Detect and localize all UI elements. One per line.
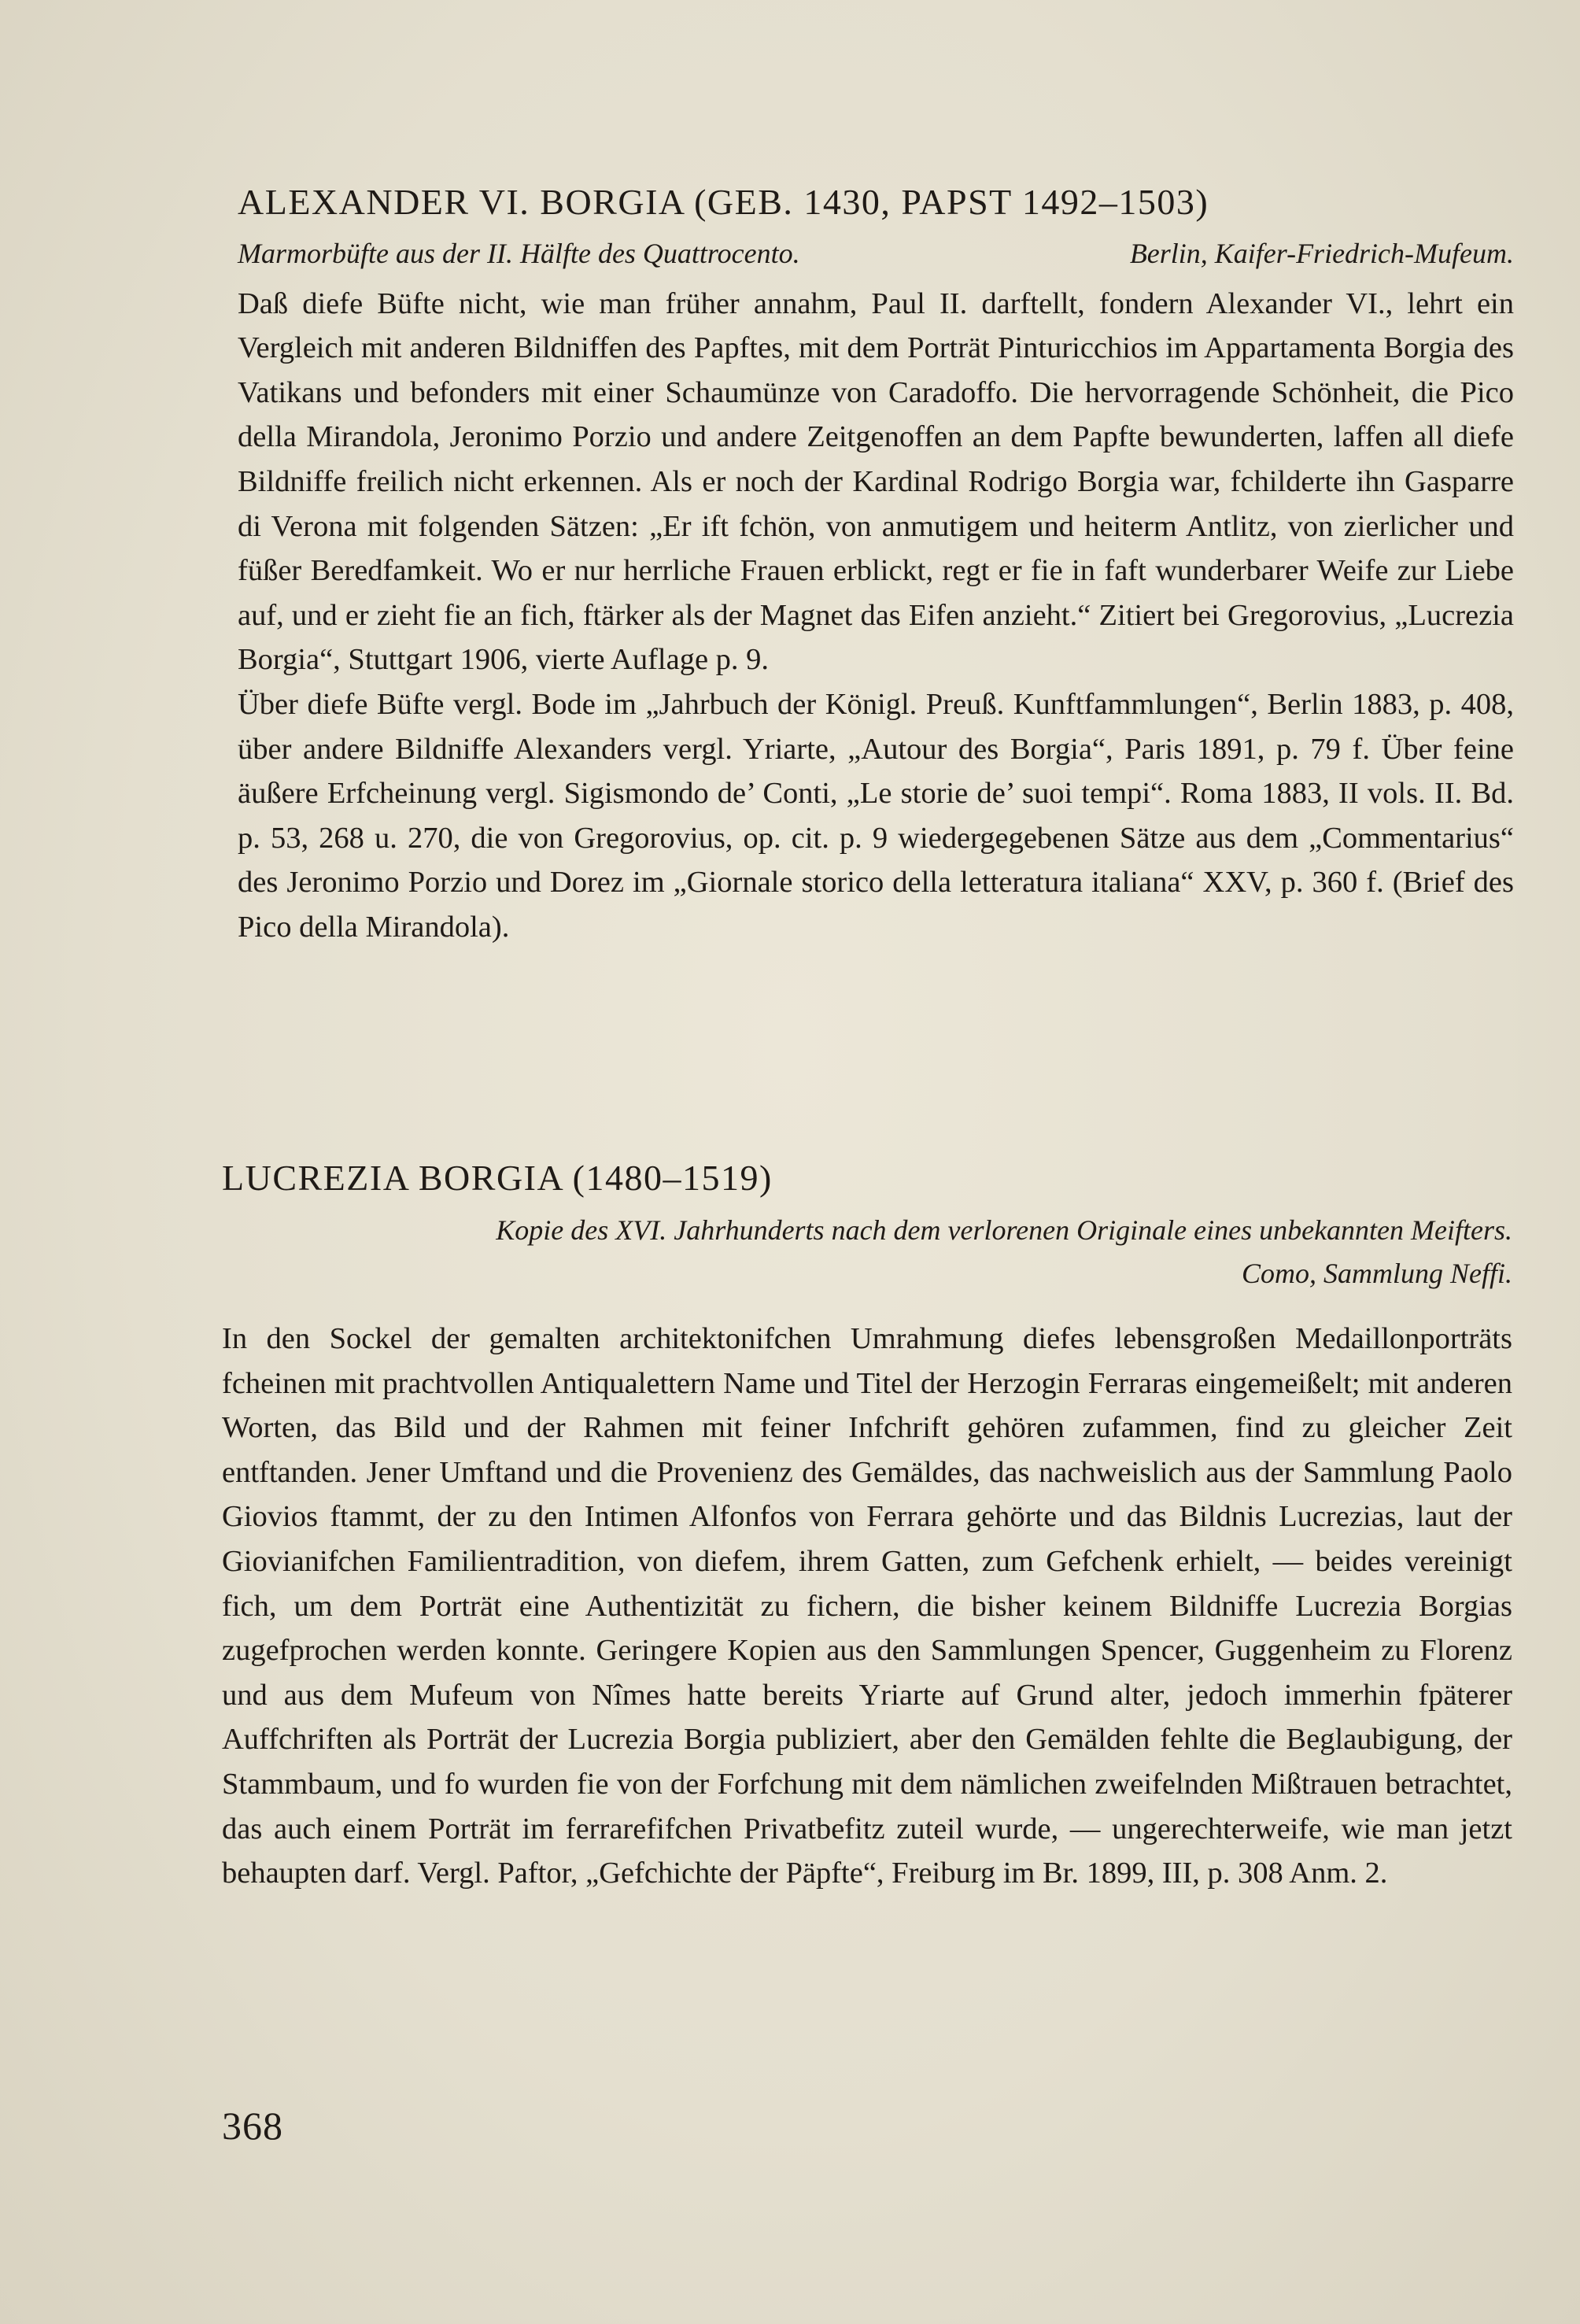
artwork-description: Kopie des XVI. Jahrhunderts nach dem verlorenen Originale eines unbekannten Meifters. (496, 1214, 1512, 1246)
artwork-description: Marmorbüfte aus der II. Hälfte des Quattrocento. (238, 237, 800, 269)
body-paragraph: Daß diefe Büfte nicht, wie man früher annahm, Paul II. darftellt, fondern Alexander VI., lehrt ein Vergleich mit anderen Bildniffen des Papftes, mit dem Porträt Pinturicchios im Appartamenta Borgia des Vatikans und befonders mit einer Schaumünze von Caradoffo. Die hervorragende Schönheit, die Pico della Mirandola, Jeronimo Porzio und andere Zeitgenoffen an dem Papfte bewunderten, laffen all diefe Bildniffe freilich nicht erkennen. Als er noch der Kardinal Rodrigo Borgia war, fchilderte ihn Gasparre di Verona mit folgenden Sätzen: „Er ift fchön, von anmutigem und heiterm Antlitz, von zierlicher und füßer Beredfamkeit. Wo er nur herrliche Frauen erblickt, regt er fie in faft wunderbarer Weife zur Liebe auf, und er zieht fie an fich, ftärker als der Magnet das Eifen anzieht.“ Zitiert bei Gregorovius, „Lucrezia Borgia“, Stuttgart 1906, vierte Auflage p. 9. (238, 286, 1514, 677)
page-number: 368 (222, 2104, 283, 2148)
entry-subtitle (238, 233, 1514, 274)
entry-lucrezia-borgia (222, 1155, 1512, 1896)
reference-paragraph: Über diefe Büfte vergl. Bode im „Jahrbuch der Königl. Preuß. Kunftfammlungen“, Berlin 1883, p. 408, über andere Bildniffe Alexanders vergl. Yriarte, „Autour des Borgia“, Paris 1891, p. 79 f. Über feine äußere Erfcheinung vergl. Sigismondo de’ Conti, „Le storie de’ suoi tempi“. Roma 1883, II vols. II. Bd. p. 53, 268 u. 270, die von Gregorovius, op. cit. p. 9 wiedergegebenen Sätze aus dem „Commentarius“ des Jeronimo Porzio und Dorez im „Giornale storico della letteratura italiana“ XXV, p. 360 f. (Brief des Pico della Mirandola). (238, 688, 1514, 944)
body-paragraph: In den Sockel der gemalten architektonifchen Umrahmung diefes lebensgroßen Medaillonporträts fcheinen mit prachtvollen Antiqualettern Name und Titel der Herzogin Ferraras eingemeißelt; mit anderen Worten, das Bild und der Rahmen mit feiner Infchrift gehören zufammen, find zu gleicher Zeit entftanden. Jener Umftand und die Provenienz des Gemäldes, das nachweislich aus der Sammlung Paolo Giovios ftammt, der zu den Intimen Alfonfos von Ferrara gehörte und das Bildnis Lucrezias, laut der Giovianifchen Familientradition, von diefem, ihrem Gatten, zum Gefchenk erhielt, — beides vereinigt fich, um dem Porträt eine Authentizität zu fichern, die bisher keinem Bildniffe Lucrezia Borgias zugefprochen werden konnte. Geringere Kopien aus den Sammlungen Spencer, Guggenheim zu Florenz und aus dem Mufeum von Nîmes hatte bereits Yriarte auf Grund alter, jedoch immerhin fpäterer Auffchriften als Porträt der Lucrezia Borgia publiziert, aber den Gemälden fehlte die Beglaubigung, der Stammbaum, und fo wurden fie von der Forfchung mit dem nämlichen zweifelnden Mißtrauen betrachtet, das auch einem Porträt im ferrarefifchen Privatbefitz zuteil wurde, — ungerechterweife, wie man jetzt behaupten darf. Vergl. Paftor, „Gefchichte der Päpfte“, Freiburg im Br. 1899, III, p. 308 Anm. 2. (222, 1322, 1512, 1890)
entry-alexander-vi (238, 179, 1514, 950)
entry-heading: ALEXANDER VI. BORGIA (GEB. 1430, PAPST 1492–1503) (238, 182, 1209, 222)
entry-subtitle (222, 1209, 1512, 1297)
artwork-location: Berlin, Kaifer-Friedrich-Mufeum. (1129, 237, 1514, 269)
artwork-location: Como, Sammlung Neffi. (1241, 1258, 1512, 1290)
entry-heading: LUCREZIA BORGIA (1480–1519) (222, 1158, 773, 1198)
